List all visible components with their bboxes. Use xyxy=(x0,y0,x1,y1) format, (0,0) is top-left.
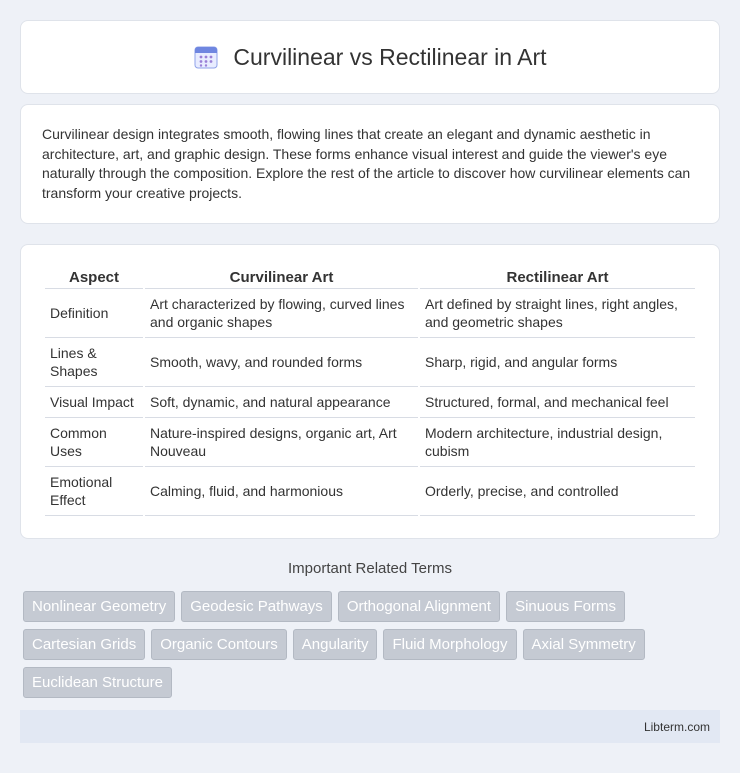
table-row xyxy=(45,418,695,467)
cell-rectilinear: Modern architecture, industrial design, cubism xyxy=(420,418,695,467)
related-term-tag[interactable]: Euclidean Structure xyxy=(23,667,172,698)
related-term-tag[interactable]: Geodesic Pathways xyxy=(181,591,332,622)
cell-aspect: Definition xyxy=(45,289,143,338)
calendar-icon xyxy=(193,44,219,70)
related-term-tag[interactable]: Sinuous Forms xyxy=(506,591,625,622)
header-curvilinear: Curvilinear Art xyxy=(145,265,418,289)
related-term-tag[interactable]: Angularity xyxy=(293,629,378,660)
related-term-tag[interactable]: Orthogonal Alignment xyxy=(338,591,500,622)
related-terms-list xyxy=(23,591,723,698)
cell-rectilinear: Orderly, precise, and controlled xyxy=(420,467,695,516)
cell-aspect: Emotional Effect xyxy=(45,467,143,516)
cell-aspect: Lines & Shapes xyxy=(45,338,143,387)
intro-paragraph: Curvilinear design integrates smooth, flowing lines that create an elegant and dynamic aesthetic in architecture, art, and graphic design. These forms enhance visual interest and guide the viewer's eye naturally through the composition. Explore the rest of the article to discover how curvilinear elements can transform your creative projects. xyxy=(42,126,691,201)
comparison-table xyxy=(43,265,697,516)
cell-rectilinear: Art defined by straight lines, right angles, and geometric shapes xyxy=(420,289,695,338)
related-term-tag[interactable]: Cartesian Grids xyxy=(23,629,145,660)
comparison-table-card xyxy=(20,244,720,539)
header-aspect: Aspect xyxy=(45,265,143,289)
title-wrap xyxy=(193,44,546,71)
cell-curvilinear: Soft, dynamic, and natural appearance xyxy=(145,387,418,418)
cell-rectilinear: Structured, formal, and mechanical feel xyxy=(420,387,695,418)
cell-curvilinear: Nature-inspired designs, organic art, Art Nouveau xyxy=(145,418,418,467)
intro-card xyxy=(20,104,720,224)
related-term-tag[interactable]: Axial Symmetry xyxy=(523,629,645,660)
header-rectilinear: Rectilinear Art xyxy=(420,265,695,289)
footer-site-link[interactable]: Libterm.com xyxy=(643,719,710,734)
cell-curvilinear: Smooth, wavy, and rounded forms xyxy=(145,338,418,387)
cell-aspect: Common Uses xyxy=(45,418,143,467)
table-row xyxy=(45,467,695,516)
cell-aspect: Visual Impact xyxy=(45,387,143,418)
related-term-tag[interactable]: Nonlinear Geometry xyxy=(23,591,175,622)
related-term-tag[interactable]: Organic Contours xyxy=(151,629,287,660)
page-title: Curvilinear vs Rectilinear in Art xyxy=(233,43,547,70)
header-card xyxy=(20,20,720,94)
cell-curvilinear: Calming, fluid, and harmonious xyxy=(145,467,418,516)
table-row xyxy=(45,338,695,387)
table-row xyxy=(45,387,695,418)
cell-curvilinear: Art characterized by flowing, curved lines and organic shapes xyxy=(145,289,418,338)
cell-rectilinear: Sharp, rigid, and angular forms xyxy=(420,338,695,387)
footer xyxy=(20,710,720,743)
related-terms-title: Important Related Terms xyxy=(288,560,452,577)
table-header-row xyxy=(45,265,695,289)
related-term-tag[interactable]: Fluid Morphology xyxy=(383,629,516,660)
table-row xyxy=(45,289,695,338)
